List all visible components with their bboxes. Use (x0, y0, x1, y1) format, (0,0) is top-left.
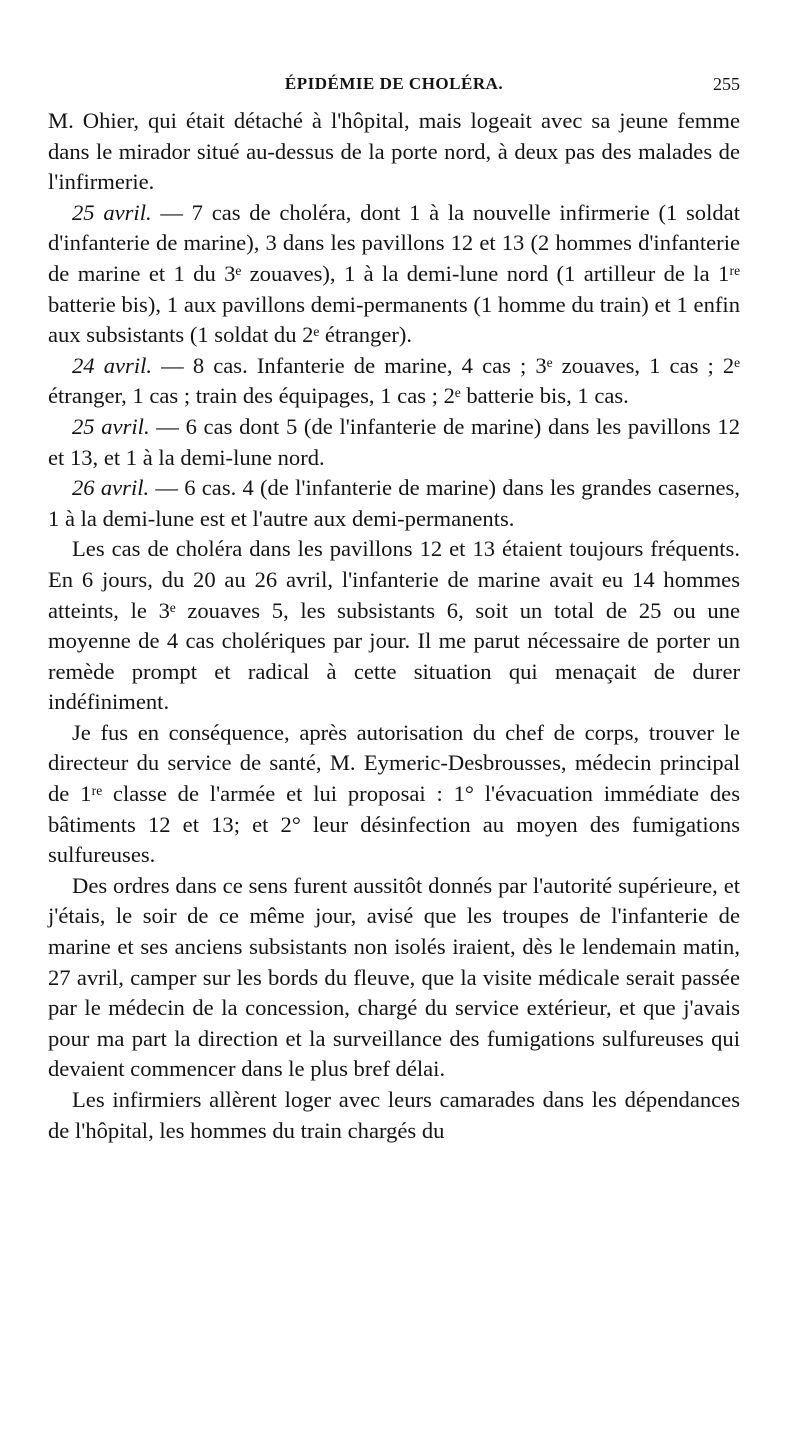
dated-entry (48, 473, 740, 534)
paragraph-text: M. Ohier, qui était détaché à l'hôpital, mais logeait avec sa jeune femme dans le mirador situé au-dessus de la porte nord, à deux pas des malades de l'infirmerie. (48, 108, 740, 195)
entry-text: — 8 cas. Infanterie de marine, 4 cas ; 3ᵉ zouaves, 1 cas ; 2ᵉ étranger, 1 cas ; train des équipages, 1 cas ; 2ᵉ batterie bis, 1 cas. (48, 352, 740, 409)
dated-entry (48, 351, 740, 412)
paragraph (48, 1085, 740, 1146)
page-number: 255 (713, 74, 740, 94)
paragraph-text: Les cas de choléra dans les pavillons 12 et 13 étaient toujours fréquents. En 6 jours, du 20 au 26 avril, l'infanterie de marine avait eu 14 hommes atteints, le 3ᵉ zouaves 5, les subsistants 6, soit un total de 25 ou une moyenne de 4 cas cholériques par jour. Il me parut nécessaire de porter un remède prompt et radical à cette situation qui menaçait de durer indéfiniment. (48, 536, 740, 715)
entry-date: 25 avril. (72, 199, 152, 225)
running-title: ÉPIDÉMIE DE CHOLÉRA. (284, 74, 504, 93)
paragraph-text: Je fus en conséquence, après autorisation du chef de corps, trouver le directeur du service de santé, M. Eymeric-Desbrousses, médecin principal de 1ʳᵉ classe de l'armée et lui proposai : 1° l'évacuation immédiate des bâtiments 12 et 13; et 2° leur désinfection au moyen des fumigations sulfureuses. (48, 719, 740, 868)
body-text (48, 106, 740, 1146)
entry-date: 26 avril. (72, 475, 150, 501)
paragraph (48, 106, 740, 198)
dated-entry (48, 412, 740, 473)
paragraph (48, 718, 740, 871)
paragraph (48, 534, 740, 718)
paragraph-text: Des ordres dans ce sens furent aussitôt donnés par l'autorité supérieure, et j'étais, le soir de ce même jour, avisé que les troupes de l'infanterie de marine et ses anciens subsistants non isolés iraient, dès le lendemain matin, 27 avril, camper sur les bords du fleuve, que la visite médicale serait passée par le médecin de la concession, chargé du service extérieur, et que j'avais pour ma part la direction et la surveillance des fumigations sulfureuses qui devaient commencer dans le plus bref délai. (48, 872, 740, 1082)
paragraph-text: Les infirmiers allèrent loger avec leurs camarades dans les dépendances de l'hôpital, les hommes du train chargés du (48, 1087, 740, 1143)
entry-text: — 7 cas de choléra, dont 1 à la nouvelle infirmerie (1 soldat d'infanterie de marine), 3 dans les pavillons 12 et 13 (2 hommes d'infanterie de marine et 1 du 3ᵉ zouaves), 1 à la demi-lune nord (1 artilleur de la 1ʳᵉ batterie bis), 1 aux pavillons demi-permanents (1 homme du train) et 1 enfin aux subsistants (1 soldat du 2ᵉ étranger). (48, 199, 740, 348)
entry-date: 25 avril. (72, 413, 150, 439)
entry-date: 24 avril. (72, 352, 153, 378)
entry-text: — 6 cas. 4 (de l'infanterie de marine) dans les grandes casernes, 1 à la demi-lune est et l'autre aux demi-permanents. (48, 475, 740, 531)
dated-entry (48, 198, 740, 351)
running-head (48, 72, 740, 98)
entry-text: — 6 cas dont 5 (de l'infanterie de marine) dans les pavillons 12 et 13, et 1 à la demi-lune nord. (48, 413, 740, 470)
paragraph (48, 871, 740, 1085)
